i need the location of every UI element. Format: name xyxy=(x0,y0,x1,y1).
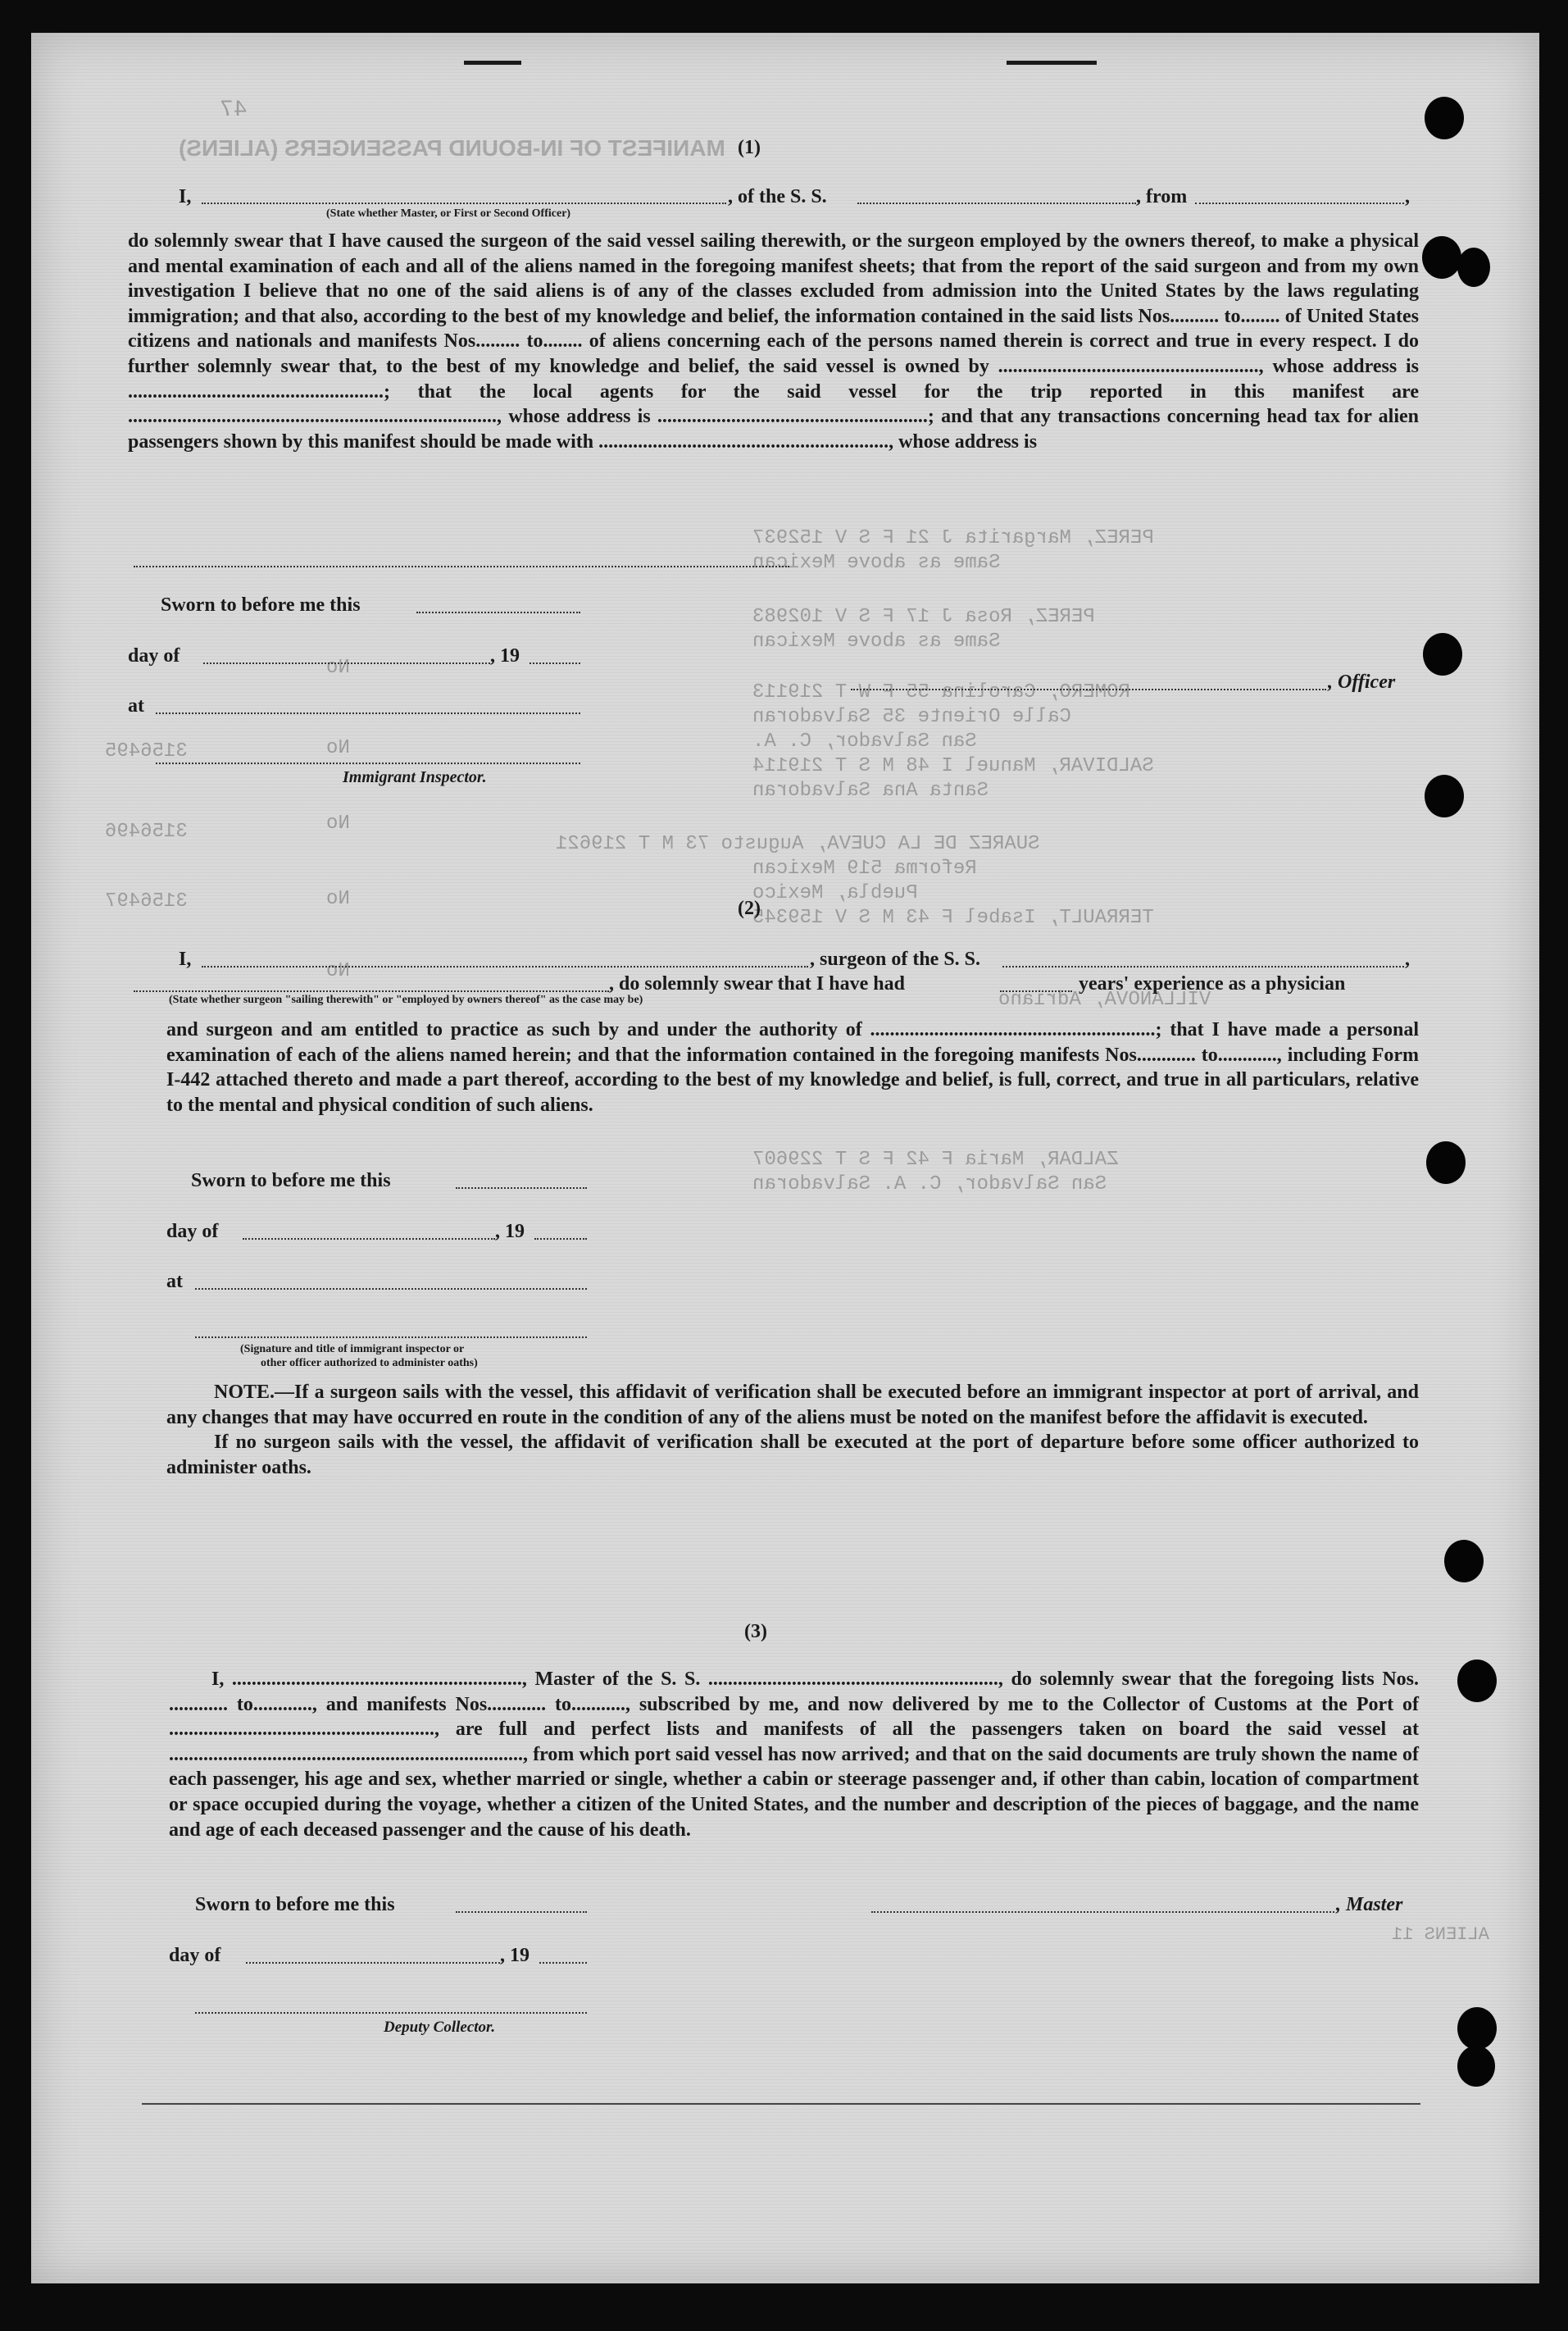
section-2-number: (2) xyxy=(738,898,761,919)
punch-hole xyxy=(1457,1659,1497,1702)
bleed-no: No xyxy=(326,813,350,835)
year-label-3: , 19 xyxy=(500,1945,529,1966)
punch-hole xyxy=(1425,775,1464,817)
day-of-line-3 xyxy=(246,1962,500,1964)
sworn-date-line-1 xyxy=(416,612,580,613)
year-label-2: , 19 xyxy=(495,1221,525,1242)
day-of-label-1: day of xyxy=(128,645,180,667)
signature-line xyxy=(195,1336,587,1338)
punch-hole xyxy=(1426,1141,1466,1184)
surgeon-note: (State whether surgeon "sailing therewith" or "employed by owners thereof" as the case may be) xyxy=(169,994,643,1006)
years-line xyxy=(1000,990,1072,992)
bleed-header: MANIFEST OF IN-BOUND PASSENGERS (ALIENS) xyxy=(179,135,725,161)
bleed-row: Same as above Mexican xyxy=(752,631,1001,653)
master-signature-line xyxy=(871,1911,1334,1913)
ink-mark xyxy=(464,61,521,65)
sworn-date-line-3 xyxy=(456,1911,587,1913)
bleed-no: No xyxy=(326,960,350,982)
bleed-row: VILLANOVA, Adriano xyxy=(998,989,1211,1011)
bleed-row: Santa Ana Salvadoran xyxy=(752,780,989,802)
year-line-2 xyxy=(534,1238,587,1240)
section-1-from: , from xyxy=(1136,186,1188,207)
punch-hole xyxy=(1444,1540,1484,1582)
deputy-collector-line xyxy=(195,2012,587,2014)
master-name-line xyxy=(202,203,726,204)
bleed-row: San Salvador, C. A. xyxy=(752,731,977,753)
bleed-row: Calle Oriente 35 Salvadoran xyxy=(752,706,1071,728)
vessel-name-line xyxy=(857,203,1136,204)
officer-label: , Officer xyxy=(1328,672,1396,693)
section-2-years: years' experience as a physician xyxy=(1079,973,1346,995)
master-note: (State whether Master, or First or Second Officer) xyxy=(326,207,571,220)
at-line-2 xyxy=(195,1288,587,1290)
section-1-i: I, xyxy=(179,186,192,207)
at-label-1: at xyxy=(128,695,144,717)
punch-hole xyxy=(1457,2007,1497,2050)
section-2-line1-end: , xyxy=(1405,949,1410,970)
bleed-no: No xyxy=(326,657,350,679)
sworn-date-line-2 xyxy=(456,1187,587,1189)
section-2-body xyxy=(166,1018,1419,1118)
punch-hole xyxy=(1423,633,1462,676)
section-1-body-text: do solemnly swear that I have caused the surgeon of the said vessel sailing therewith, or the surgeon employed by the owners thereof, to make a physical and mental examination of each and all of the aliens named in the foregoing manifest sheets; that from the report of the said surgeon and from my own investigation I believe that no one of the said aliens is of any of the classes excluded from admission into the United States by the laws regulating immigration; and that also, according to the best of my knowledge and belief, the information contained in the said lists Nos.......... to........ of United States citizens and nationals and manifests Nos......... to........ of aliens concerning each of the persons named therein is correct and true in every respect. I do further solemnly swear that, to the best of my knowledge and belief, the said vessel is owned by ....................................................., whose address is ....................................................; that the local agents for the said vessel for the trip reported in this manifest are ..........................................................................., whose address is .......................................................; and that any transactions concerning head tax for alien passengers shown by this manifest should be made with ..........................................................., whose address is xyxy=(128,230,1419,453)
day-of-label-3: day of xyxy=(169,1945,221,1966)
section-2-swear: , do solemnly swear that I have had xyxy=(609,973,905,995)
punch-hole xyxy=(1457,248,1490,287)
punch-hole xyxy=(1422,236,1461,279)
surgeon-vessel-line xyxy=(1002,966,1404,967)
bleed-code: 3156496 xyxy=(105,821,188,843)
bleed-row: SUAREZ DE LA CUEVA, Augusto 73 M T 219621 xyxy=(556,833,1040,855)
section-3-body-text: I, ..........................................................., Master of the S. S. ..........................................................., do solemnly swear that the foregoing lists Nos. ............ to............, and manifests Nos............ to..........., subscribed by me, and now delivered by me to the Collector of Customs at the Port of ......................................................, are full and perfect lists and manifests of all the passengers taken on board the said vessel at ........................................................................, from which port said vessel has now arrived; and that on the said documents are truly shown the name of each passenger, his age and sex, whether married or single, whether a cabin or steerage passenger and, if other than cabin, location of compartment or space occupied during the voyage, whether a citizen of the United States, and the number and description of the pieces of baggage, and the name and age of each deceased passenger and the cause of his death. xyxy=(169,1669,1419,1841)
year-line-1 xyxy=(529,662,580,664)
bleed-list-no: 47 xyxy=(220,98,248,123)
inspector-label: Immigrant Inspector. xyxy=(343,768,487,786)
sworn-label-1: Sworn to before me this xyxy=(161,594,361,616)
day-of-line-2 xyxy=(243,1238,495,1240)
deputy-collector-label: Deputy Collector. xyxy=(384,2019,496,2036)
at-line-1 xyxy=(156,713,580,714)
bleed-no: No xyxy=(326,888,350,910)
officer-line xyxy=(851,689,1326,690)
signature-note-1: (Signature and title of immigrant inspector or xyxy=(240,1343,465,1355)
punch-hole xyxy=(1425,97,1464,139)
from-port-line xyxy=(1195,203,1404,204)
bleed-row: Reforma 519 Mexican xyxy=(752,858,977,880)
bleed-row: ZALDAR, Maria F 42 F S T 229607 xyxy=(752,1149,1119,1171)
section-1-body xyxy=(128,229,1419,454)
section-2-i: I, xyxy=(179,949,192,970)
year-label-1: , 19 xyxy=(490,645,520,667)
punch-hole xyxy=(1457,2046,1495,2087)
bottom-rule xyxy=(142,2103,1420,2105)
year-line-3 xyxy=(539,1962,587,1964)
at-label-2: at xyxy=(166,1271,183,1292)
master-label: , Master xyxy=(1336,1894,1403,1915)
section-1-of-ss: , of the S. S. xyxy=(728,186,827,207)
note-paragraph-2: If no surgeon sails with the vessel, the affidavit of verification shall be executed at the port of departure before some officer authorized to administer oaths. xyxy=(166,1432,1419,1478)
bleed-row: PEREZ, Rosa J 17 F S V 102983 xyxy=(752,606,1095,628)
signature-note-2: other officer authorized to administer oaths) xyxy=(261,1357,478,1369)
section-3-number: (3) xyxy=(744,1621,767,1642)
bleed-row: PEREZ, Margarita J 21 F S V 152937 xyxy=(752,527,1154,549)
bleed-row: ROMERO, Carolina 55 F W T 219113 xyxy=(752,681,1130,703)
bleed-row: TERRAULT, Isabel F 43 M S V 159345 xyxy=(752,907,1154,929)
section-2-surgeon: , surgeon of the S. S. xyxy=(810,949,981,970)
sworn-label-3: Sworn to before me this xyxy=(195,1894,395,1915)
ink-mark xyxy=(1007,61,1097,65)
section-2-body-text: and surgeon and am entitled to practice as such by and under the authority of ..........................................................; that I have made a personal examination of each of the aliens named herein; and that the information contained in the foregoing manifests Nos............ to............, including Form I-442 attached thereto and made a part thereof, according to the best of my knowledge and belief, is full, correct, and true in all particulars, relative to the mental and physical condition of such aliens. xyxy=(166,1019,1419,1116)
day-of-line-1 xyxy=(203,662,490,664)
bleed-row: SALDIVAR, Manuel I 48 M S T 219114 xyxy=(752,755,1154,777)
bleed-row: Puebla, Mexico xyxy=(752,882,918,904)
bleed-side-label: ALIENS 11 xyxy=(1392,1924,1489,1945)
section-1-from-end: , xyxy=(1405,186,1410,207)
sworn-label-2: Sworn to before me this xyxy=(191,1170,391,1191)
agent-address-line xyxy=(134,566,789,567)
surgeon-status-line xyxy=(134,990,609,992)
day-of-label-2: day of xyxy=(166,1221,219,1242)
manifest-back-page xyxy=(31,33,1539,2283)
bleed-no: No xyxy=(326,737,350,759)
bleed-code: 3156497 xyxy=(105,890,188,913)
inspector-line xyxy=(156,763,580,764)
bleed-code: 3156495 xyxy=(105,740,188,763)
note-paragraph-1: NOTE.—If a surgeon sails with the vessel, this affidavit of verification shall be executed before an immigrant inspector at port of arrival, and any changes that may have occurred en route in the condition of any of the aliens must be noted on the manifest before the affidavit is executed. xyxy=(166,1382,1419,1428)
note-block xyxy=(166,1380,1419,1480)
bleed-row: San Salvador, C. A. Salvadoran xyxy=(752,1173,1107,1195)
section-1-number: (1) xyxy=(738,137,761,158)
surgeon-name-line xyxy=(202,966,808,967)
bleed-row: Same as above Mexican xyxy=(752,552,1001,574)
section-3-body xyxy=(169,1667,1419,1842)
